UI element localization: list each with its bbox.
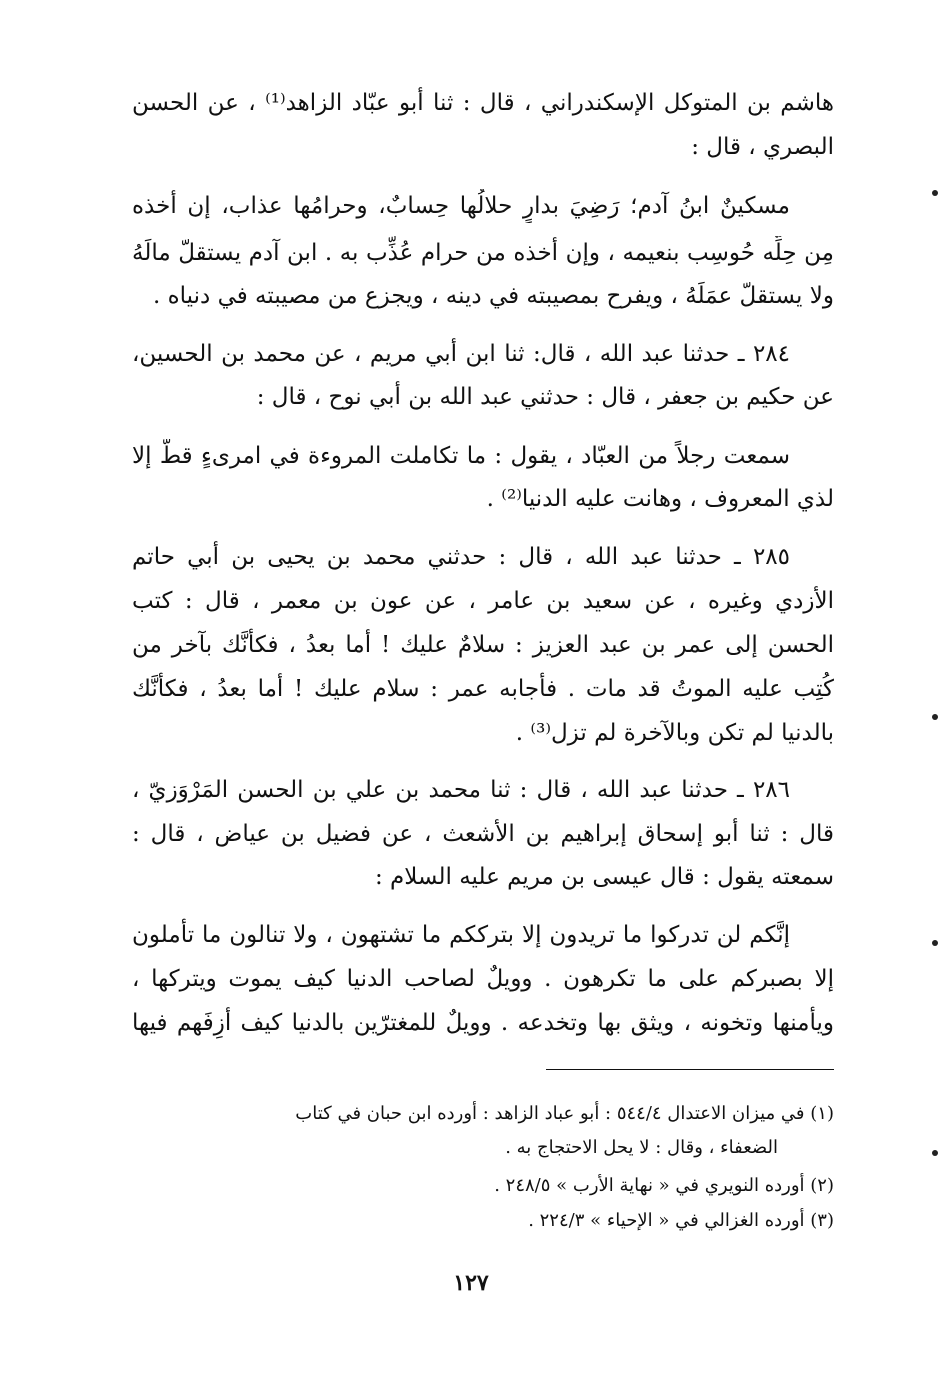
margin-mark: [932, 940, 938, 946]
text-line: إنَّكم لن تدركوا ما تريدون إلا بترككم ما تشتهون ، ولا تنالون ما تأملون: [132, 922, 790, 948]
footnote-line: (١) في ميزان الاعتدال ٥٤٤/٤ : أبو عباد الزاهد : أورده ابن حبان في كتاب: [295, 1103, 834, 1124]
margin-mark: [932, 714, 938, 720]
footnote-line: (٣) أورده الغزالي في « الإحياء » ٢٢٤/٣ .: [528, 1210, 834, 1231]
text-line: عن حكيم بن جعفر ، قال : حدثني عبد الله بن أبي نوح ، قال :: [256, 384, 834, 410]
text-line: بالدنيا لم تكن وبالآخرة لم تزل⁽³⁾ .: [515, 720, 834, 746]
text-line: الحسن إلى عمر بن عبد العزيز : سلامٌ عليك ! أما بعدُ ، فكأنَّك بآخر من: [132, 632, 834, 658]
text-line: سمعته يقول : قال عيسى بن مريم عليه السلام :: [374, 864, 834, 890]
margin-mark: [932, 190, 938, 196]
footnote-separator: [546, 1069, 834, 1070]
text-line: إلا بصبركم على ما تكرهون . وويلٌ لصاحب الدنيا كيف يموت ويتركها ،: [132, 966, 834, 992]
margin-mark: [932, 1150, 938, 1156]
page-number: ١٢٧: [453, 1270, 489, 1296]
text-line: قال : ثنا أبو إسحاق إبراهيم بن الأشعث ، عن فضيل بن عياض ، قال :: [132, 821, 834, 847]
text-line: مسكينٌ ابنُ آدم؛ رَضِيَ بدارٍ حلالُها حِسابٌ، وحرامُها عذاب، إن أخذه: [132, 193, 790, 219]
text-line: كُتِب عليه الموتُ قد مات . فأجابه عمر : سلام عليك ! أما بعدُ ، فكأنَّك: [132, 676, 834, 702]
text-line: ويأمنها وتخونه ، ويثق بها وتخدعه . وويلٌ للمغترّين بالدنيا كيف أزِفَهم فيها: [132, 1010, 834, 1036]
text-line: الأزدي وغيره ، عن سعيد بن عامر ، عن عون بن معمر ، قال : كتب: [132, 588, 834, 614]
text-line: هاشم بن المتوكل الإسكندراني ، قال : ثنا أبو عبّاد الزاهد⁽¹⁾ ، عن الحسن: [132, 90, 834, 116]
text-line: لذي المعروف ، وهانت عليه الدنيا⁽²⁾ .: [486, 486, 834, 512]
text-line: سمعت رجلاً من العبّاد ، يقول : ما تكاملت المروءة في امرىءٍ قطّ إلا: [132, 443, 790, 469]
footnote-line: الضعفاء ، وقال : لا يحل الاحتجاج به .: [505, 1137, 778, 1158]
text-line: ٢٨٥ ـ حدثنا عبد الله ، قال : حدثني محمد بن يحيى بن أبي حاتم: [132, 544, 790, 570]
text-line: ٢٨٦ ـ حدثنا عبد الله ، قال : ثنا محمد بن علي بن الحسن المَرْوَزيّ ،: [132, 777, 790, 803]
footnote-line: (٢) أورده النويري في « نهاية الأرب » ٢٤٨/٥ .: [494, 1175, 834, 1196]
text-line: ولا يستقلّ عمَلَهُ ، ويفرح بمصيبته في دينه ، ويجزع من مصيبته في دنياه .: [153, 283, 834, 309]
text-line: البصري ، قال :: [691, 134, 834, 160]
text-line: ٢٨٤ ـ حدثنا عبد الله ، قال: ثنا ابن أبي مريم ، عن محمد بن الحسين،: [132, 341, 790, 367]
text-line: مِن حِلِّه حُوسِب بنعيمه ، وإن أخذه من حرام عُذِّب به . ابن آدم يستقلّ مالَهُ: [132, 240, 834, 266]
